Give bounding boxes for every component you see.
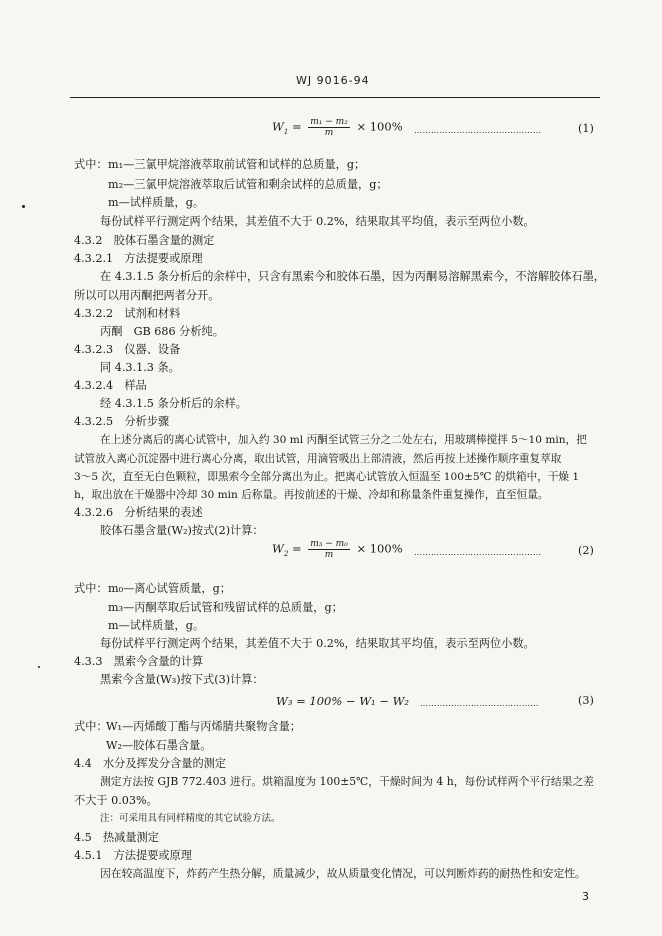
scan-speck xyxy=(38,666,40,668)
formula-2-dots: ……………………………………… xyxy=(414,548,542,557)
where-3-line-1: W₁—丙烯酸丁酯与丙烯腈共聚物含量； xyxy=(106,720,301,733)
where-3-line-2: W₂—胶体石墨含量。 xyxy=(106,739,212,752)
section-4-4: 4.4 水分及挥发分含量的测定 xyxy=(74,757,227,770)
section-4-3-2-5: 4.3.2.5 分析步骤 xyxy=(74,415,170,428)
formula-1-fraction xyxy=(308,117,350,138)
formula-2-lhs-sub: 2 xyxy=(283,549,289,558)
where-1-lead: 式中： xyxy=(74,158,108,171)
formula-1-dots: ……………………………………… xyxy=(414,126,542,135)
para-3: 同 4.3.1.3 条。 xyxy=(100,361,180,374)
para-5-line-3: 3～5 次，直至无白色颗粒，即黑索今全部分离出为止。把离心试管放入恒温至 100±5℃ 的烘箱中，干燥 1 xyxy=(74,471,580,483)
formula-2-tail: × 100% xyxy=(356,541,403,556)
header-rule xyxy=(70,97,600,98)
formula-1-denominator: m xyxy=(324,128,334,138)
doc-header-code: WJ 9016-94 xyxy=(296,74,370,87)
scan-speck xyxy=(22,205,25,208)
formula-2-fraction xyxy=(308,539,350,560)
where-2-line-2: m₃—丙酮萃取后试管和残留试样的总质量，g； xyxy=(108,601,343,614)
where-1-line-3: m—试样质量，g。 xyxy=(108,196,205,209)
section-4-3-2-3: 4.3.2.3 仪器、设备 xyxy=(74,343,181,356)
para-1-line-2: 所以可以用丙酮把两者分开。 xyxy=(74,289,220,302)
section-4-5: 4.5 热减量测定 xyxy=(74,831,159,844)
para-1-line-1: 在 4.3.1.5 条分析后的余样中，只含有黑索今和胶体石墨，因为丙酮易溶解黑索今，不溶解胶体石墨， xyxy=(100,270,605,283)
para-6: 胶体石墨含量(W₂)按式(2)计算： xyxy=(100,524,264,537)
where-2-lead: 式中： xyxy=(74,582,108,595)
formula-1-lhs: W xyxy=(272,119,284,134)
formula-1 xyxy=(272,117,403,138)
formula-1-eq: = xyxy=(291,119,302,134)
formula-3-dots: …………………………………… xyxy=(420,699,539,708)
formula-2-number: (2) xyxy=(578,544,594,557)
formula-1-numerator: m₁ − m₂ xyxy=(310,117,348,127)
formula-1-number: (1) xyxy=(578,122,594,135)
where-1-note: 每份试样平行测定两个结果，其差值不大于 0.2%，结果取其平均值，表示至两位小数。 xyxy=(100,215,535,228)
para-5-line-2: 试管放入离心沉淀器中进行离心分离，取出试管，用滴管吸出上部清液，然后再按上述操作顺序重复萃取 xyxy=(74,453,562,465)
para-4: 经 4.3.1.5 条分析后的余样。 xyxy=(100,397,247,410)
where-2-line-3: m—试样质量，g。 xyxy=(108,619,205,632)
formula-2-numerator: m₃ − m₀ xyxy=(310,539,348,549)
section-4-3-2-6: 4.3.2.6 分析结果的表述 xyxy=(74,506,203,519)
formula-1-tail: × 100% xyxy=(356,119,403,134)
where-1-line-1: m₁—三氯甲烷溶液萃取前试管和试样的总质量，g； xyxy=(108,158,366,171)
para-8-line-2: 不大于 0.03%。 xyxy=(74,794,158,807)
formula-2 xyxy=(272,539,403,560)
formula-3: W₃ = 100% − W₁ − W₂ xyxy=(276,694,410,708)
para-5-line-4: h，取出放在干燥器中冷却 30 min 后称量。再按前述的干燥、冷却和称量条件重复操作，直至恒量。 xyxy=(74,489,549,501)
page-number: 3 xyxy=(582,890,589,903)
formula-2-denominator: m xyxy=(324,550,334,560)
section-4-3-2-2: 4.3.2.2 试剂和材料 xyxy=(74,307,181,320)
section-4-3-2-1: 4.3.2.1 方法提要或原理 xyxy=(74,252,203,265)
formula-3-number: (3) xyxy=(578,694,594,707)
where-2-note: 每份试样平行测定两个结果，其差值不大于 0.2%，结果取其平均值，表示至两位小数。 xyxy=(100,637,535,650)
section-4-3-2-4: 4.3.2.4 样品 xyxy=(74,379,147,392)
formula-2-lhs: W xyxy=(272,541,284,556)
para-7: 黑索今含量(W₃)按下式(3)计算： xyxy=(100,673,264,686)
para-8-line-1: 测定方法按 GJB 772.403 进行。烘箱温度为 100±5℃，干燥时间为 4 h，每份试样两个平行结果之差 xyxy=(100,775,595,788)
para-9: 因在较高温度下，炸药产生热分解，质量减少，故从质量变化情况，可以判断炸药的耐热性和安定性。 xyxy=(100,867,586,880)
where-1-line-2: m₂—三氯甲烷溶液萃取后试管和剩余试样的总质量，g； xyxy=(108,178,388,191)
para-2: 丙酮 GB 686 分析纯。 xyxy=(100,325,224,338)
formula-2-eq: = xyxy=(291,541,302,556)
section-4-3-3: 4.3.3 黑索今含量的计算 xyxy=(74,655,204,668)
para-5-line-1: 在上述分离后的离心试管中，加入约 30 ml 丙酮至试管三分之二处左右，用玻璃棒搅拌 5～10 min，把 xyxy=(100,434,587,446)
section-4-5-1: 4.5.1 方法提要或原理 xyxy=(74,849,192,862)
where-2-line-1: m₀—离心试管质量，g； xyxy=(108,582,231,595)
formula-1-lhs-sub: 1 xyxy=(283,127,289,136)
section-4-3-2: 4.3.2 胶体石墨含量的测定 xyxy=(74,234,215,247)
where-3-lead: 式中： xyxy=(74,720,108,733)
note-1: 注：可采用具有同样精度的其它试验方法。 xyxy=(100,813,281,824)
